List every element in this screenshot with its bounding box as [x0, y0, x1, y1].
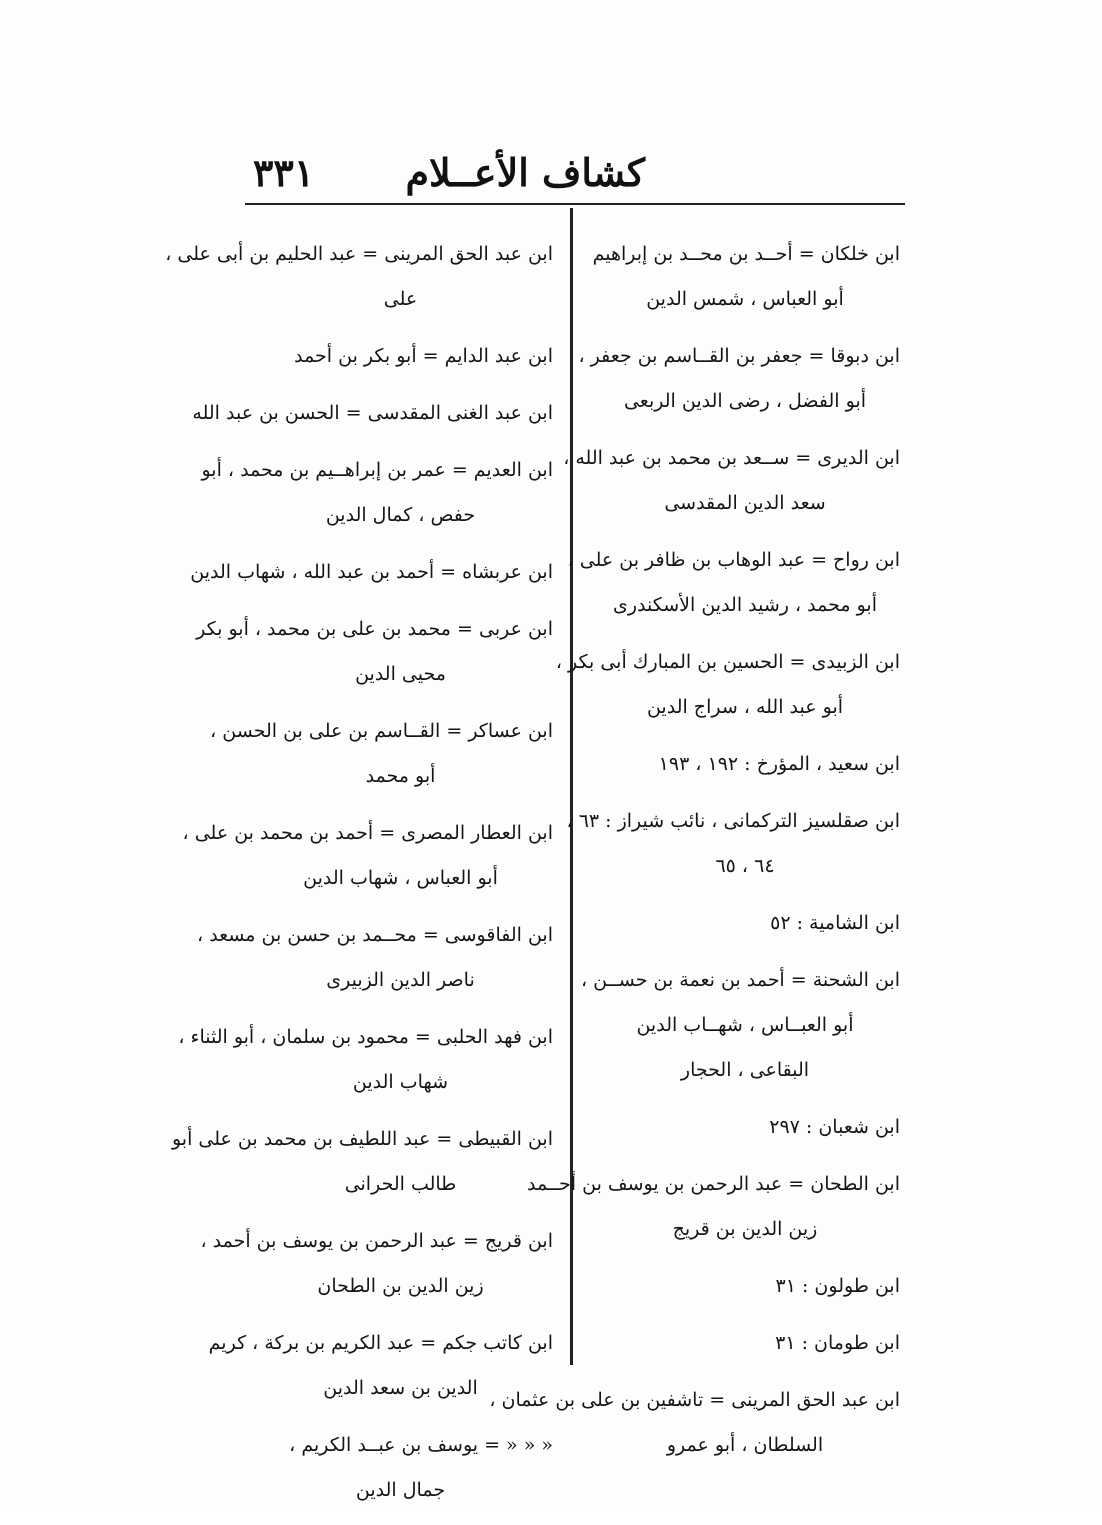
entry-line: ابن عبد الغنى المقدسى = الحسن بن عبد الله [192, 402, 553, 424]
index-entry [197, 913, 553, 1003]
index-entry [590, 1321, 900, 1366]
entry-line: ابن كاتب جكم = عبد الكريم بن بركة ، كريم [208, 1332, 553, 1354]
entry-line: ابن الديرى = ســعد بن محمد بن عبد الله ، [563, 447, 900, 469]
page-title: كشاف الأعــلام [405, 150, 645, 195]
entry-line: أبو محمد ، رشيد الدين الأسكندرى [613, 594, 877, 616]
entry-line: أبو عبد الله ، سراج الدين [646, 696, 844, 718]
entry-line: محيى الدين [355, 663, 446, 685]
entry-line: ابن خلكان = أحــد بن محــد بن إبراهيم [592, 243, 900, 265]
entry-line: ابن رواح = عبد الوهاب بن ظافر بن على ، [567, 549, 900, 571]
entry-line: ابن قريج = عبد الرحمن بن يوسف بن أحمد ، [200, 1230, 553, 1252]
entry-line: زين الدين بن قريج [672, 1218, 818, 1240]
entry-line: سعد الدين المقدسى [664, 492, 826, 514]
index-entry [210, 709, 553, 799]
index-entry [200, 1219, 553, 1309]
entry-line: ابن شعبان : ٢٩٧ [769, 1116, 900, 1138]
entry-line: ابن عبد الحق المرينى = تاشفين بن على بن عثمان ، [489, 1389, 900, 1411]
entry-line: شهاب الدين [352, 1071, 449, 1093]
entry-line: « « « = يوسف بن عبــد الكريم ، [289, 1434, 553, 1456]
entry-line: ابن الطحان = عبد الرحمن بن يوسف بن أحــمد [526, 1173, 900, 1195]
index-entry [555, 640, 900, 730]
entry-line: أبو العبــاس ، شهــاب الدين [636, 1014, 854, 1036]
entry-line: حفص ، كمال الدين [325, 504, 476, 526]
entry-line: ابن عربشاه = أحمد بن عبد الله ، شهاب الدين [190, 561, 553, 583]
index-entry [590, 901, 900, 946]
entry-line: ابن عساكر = القــاسم بن على بن الحسن ، [210, 720, 553, 742]
entry-line: على [383, 288, 418, 310]
entry-line: ابن الفاقوسى = محــمد بن حسن بن مسعد ، [197, 924, 553, 946]
index-entry [178, 1015, 553, 1105]
index-entry [563, 436, 900, 526]
index-entry [580, 958, 900, 1093]
page-header [245, 150, 905, 200]
entry-line: ابن عربى = محمد بن على بن محمد ، أبو بكر [196, 618, 553, 640]
index-entry [578, 334, 900, 424]
index-entry [196, 607, 553, 697]
right-column [489, 232, 900, 1480]
index-entry [182, 811, 553, 901]
entry-line: ابن الشحنة = أحمد بن نعمة بن حســن ، [580, 969, 900, 991]
index-entry [526, 1162, 900, 1252]
entry-line: أبو العباس ، شهاب الدين [303, 867, 498, 889]
entry-line: ابن سعيد ، المؤرخ : ١٩٢ ، ١٩٣ [658, 753, 900, 775]
entry-line: ناصر الدين الزبيرى [326, 969, 475, 991]
index-entry [566, 799, 900, 889]
index-entry [201, 448, 553, 538]
entry-line: ابن عبد الحق المرينى = عبد الحليم بن أبى على ، [165, 243, 553, 265]
entry-line: ابن طومان : ٣١ [775, 1332, 900, 1354]
entry-line: ابن عبد الدايم = أبو بكر بن أحمد [294, 345, 553, 367]
entry-line: ابن طولون : ٣١ [775, 1275, 900, 1297]
index-entry [590, 232, 900, 322]
header-rule [245, 203, 905, 205]
entry-line: ابن العطار المصرى = أحمد بن محمد بن على ، [182, 822, 553, 844]
entry-line: الدين بن سعد الدين [323, 1377, 478, 1399]
entry-line: ابن الشامية : ٥٢ [770, 912, 900, 934]
entry-line: أبو الفضل ، رضى الدين الربعى [623, 390, 867, 412]
entry-line: ٦٤ ، ٦٥ [715, 855, 775, 877]
entry-line: ابن دبوقا = جعفر بن القــاسم بن جعفر ، [578, 345, 900, 367]
entry-line: ابن العديم = عمر بن إبراهــيم بن محمد ، أبو [201, 459, 553, 481]
page-number: ٣٣١ [253, 150, 315, 195]
entry-line: ابن صقلسيز التركمانى ، نائب شيراز : ٦٣ ، [566, 810, 900, 832]
left-column [165, 232, 553, 1525]
index-entry [590, 1105, 900, 1150]
entry-line: أبو محمد [365, 765, 436, 787]
index-entry [590, 742, 900, 787]
entry-line: السلطان ، أبو عمرو [666, 1434, 824, 1456]
entry-line: ابن فهد الحلبى = محمود بن سلمان ، أبو الثناء ، [178, 1026, 553, 1048]
entry-line: زين الدين بن الطحان [317, 1275, 484, 1297]
entry-line: أبو العباس ، شمس الدين [646, 288, 844, 310]
index-entry [590, 1264, 900, 1309]
entry-line: جمال الدين [355, 1479, 446, 1501]
index-entry [248, 334, 553, 379]
index-entry [192, 391, 553, 436]
entry-line: ابن القبيطى = عبد اللطيف بن محمد بن على أبو [171, 1128, 553, 1150]
entry-line: طالب الحرانى [344, 1173, 457, 1195]
entry-line: ابن الزبيدى = الحسين بن المبارك أبى بكر ، [555, 651, 900, 673]
index-entry [489, 1378, 900, 1468]
index-entry [165, 232, 553, 322]
entry-line: البقاعى ، الحجار [680, 1059, 810, 1081]
index-entry [208, 1321, 553, 1411]
index-entry [190, 550, 553, 595]
index-entry [567, 538, 900, 628]
index-entry [171, 1117, 553, 1207]
index-entry [248, 1423, 553, 1513]
